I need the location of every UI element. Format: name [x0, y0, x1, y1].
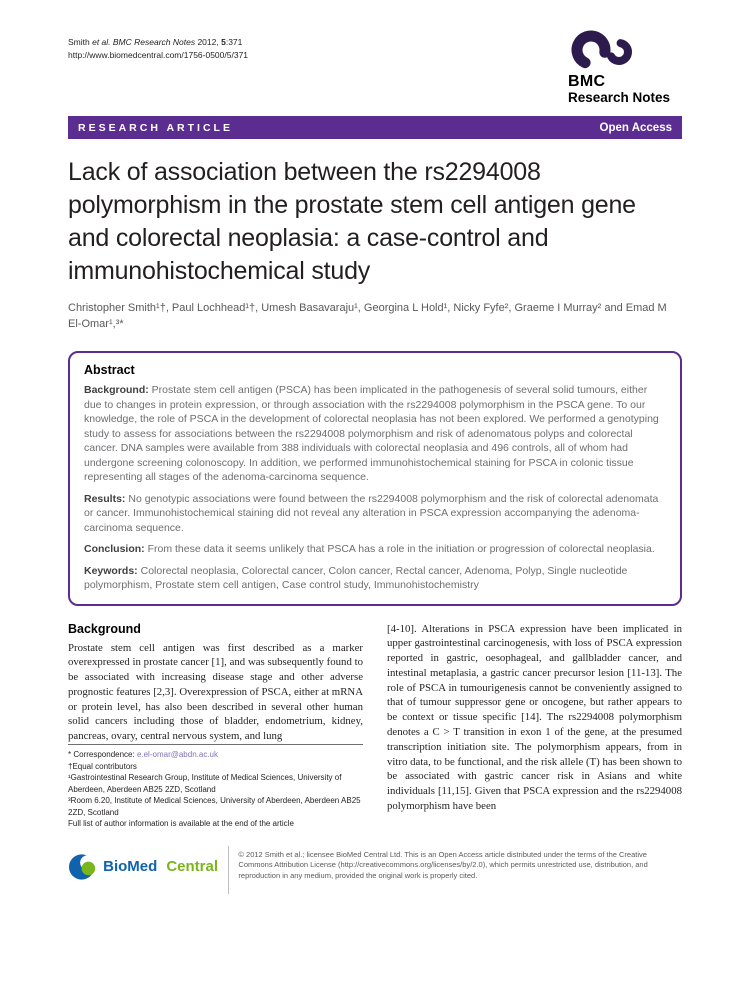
abstract-keywords-label: Keywords:: [84, 564, 138, 577]
correspondence-line: [68, 749, 363, 761]
abstract-conclusion-label: Conclusion:: [84, 543, 145, 555]
citation-journal: BMC Research Notes: [112, 37, 196, 47]
journal-logo: [568, 28, 682, 105]
publisher-footer: [68, 846, 682, 894]
central-wordmark: Central: [166, 858, 218, 876]
abstract-background-label: Background:: [84, 384, 149, 396]
biomed-central-logo: [68, 846, 218, 882]
affiliation-3: ³Room 6.20, Institute of Medical Sciences, University of Aberdeen, Aberdeen AB25 2ZD, Scotland: [68, 796, 361, 817]
abstract-keywords: [84, 564, 666, 593]
body-text-right: [4-10]. Alterations in PSCA expression have been implicated in upper gastrointestinal carcinogenesis, with loss of PSCA expression reported in gastric, oesophageal, and gallbladder cancer, and intestinal metaplasia, a gastric cancer precursor lesion [11-13]. The role of PSCA in tumourigenesis cannot be conveniently assigned to that of tumour suppressor gene or oncogene, but rather appears to be context or tissue specific [14]. The rs2294008 polymorphism denotes a C > T transition in exon 1 of the gene, at the presumed transcription initiation site. The polymorphism appears, from in vitro data, to be functional, and the risk allele (T) has been shown to be associated with gastric cancer risk in Asians and white individuals [11,15]. Given that PSCA expression and the rs2294008 polymorphism have been: [387, 622, 682, 813]
page-header: [68, 28, 682, 108]
affiliation-1: ¹Gastrointestinal Research Group, Institute of Medical Sciences, University of Aberdeen, Aberdeen AB25 2ZD, Scotland: [68, 773, 342, 794]
abstract-results: [84, 492, 666, 536]
correspondence-email-link[interactable]: e.el-omar@abdn.ac.uk: [136, 750, 218, 760]
copyright-notice: © 2012 Smith et al.; licensee BioMed Central Ltd. This is an Open Access article distributed under the terms of the Creative Commons Attribution License (http://creativecommons.org/licenses/by/2.0), which permits unrestricted use, distribution, and reproduction in any medium, provided the original work is properly cited.: [238, 849, 648, 880]
bmc-crescents-icon: [570, 28, 636, 72]
article-title: Lack of association between the rs2294008 polymorphism in the prostate stem cell antigen gene and colorectal neoplasia: a case-control and immunohistochemical study: [68, 158, 636, 285]
left-column: [68, 622, 363, 830]
abstract-keywords-text: Colorectal neoplasia, Colorectal cancer, Colon cancer, Rectal cancer, Adenoma, Polyp, Single nucleotide polymorphism, Prostate stem cell antigen, Case control study, Immunohistochemistry: [84, 564, 628, 591]
author-list: Christopher Smith¹†, Paul Lochhead¹†, Umesh Basavaraju¹, Georgina L Hold¹, Nicky Fyfe², Graeme I Murray² and Emad M El-Omar¹,³*: [68, 302, 667, 330]
abstract-conclusion: [84, 542, 666, 557]
abstract-results-text: No genotypic associations were found between the rs2294008 polymorphism and the risk of colorectal adenomata or cancer. Immunohistochemical staining did not reveal any alteration in PSCA expression accompanying the adenoma-carcinoma sequence.: [84, 492, 659, 534]
citation-volume: 5: [221, 37, 226, 47]
citation-etal: et al.: [92, 37, 113, 47]
abstract-conclusion-text: From these data it seems unlikely that PSCA has a role in the initiation or progression of colorectal neoplasia.: [144, 543, 655, 555]
section-heading-background: Background: [68, 621, 141, 636]
body-text-left: Prostate stem cell antigen was first described as a marker overexpressed in prostate cancer [1], and was subsequently found to be associated with increasing disease stage and other adverse prognostic features [2,3]. Overexpression of PSCA, either at mRNA or protein level, has also been described in several other human solid cancers including those of bladder, endometrium, kidney, pancreas, ovary, central nervous system, and lung: [68, 641, 363, 743]
correspondence-label: * Correspondence:: [68, 750, 137, 760]
citation-line: [68, 36, 248, 49]
footnote-block: [68, 744, 363, 830]
abstract-results-label: Results:: [84, 492, 126, 505]
citation-authors: Smith: [68, 37, 93, 47]
equal-contributors-note: †Equal contributors: [68, 761, 137, 771]
article-url: http://www.biomedcentral.com/1756-0500/5/371: [68, 50, 249, 60]
full-author-list-note: Full list of author information is available at the end of the article: [68, 819, 294, 829]
biomed-central-roundel-icon: [68, 852, 97, 882]
journal-logo-bmc: BMC: [568, 73, 606, 90]
article-type-banner: [68, 116, 682, 139]
right-column: [387, 622, 682, 830]
research-article-label: RESEARCH ARTICLE: [78, 121, 233, 134]
open-access-label: Open Access: [599, 121, 672, 134]
abstract-background: [84, 383, 666, 485]
abstract-box: [68, 351, 682, 606]
abstract-background-text: Prostate stem cell antigen (PSCA) has been implicated in the pathogenesis of several solid tumours, either due to changes in protein expression, or through association with the rs2294008 polymorphism in the PSCA gene. To our knowledge, the role of PSCA in the development of colorectal neoplasia has not been explored. We performed a genotyping study to assess for associations between the rs2294008 polymorphism and risk of adenomatous polyps and colorectal cancer. DNA samples were available from 388 individuals with colorectal neoplasia and 496 controls, all of whom had undergone screening colonoscopy. In addition, we performed immunohistochemical staining for PSCA in colonic tissue representing all stages of the adenoma-carcinoma sequence.: [84, 384, 659, 483]
journal-logo-name: Research Notes: [568, 90, 671, 105]
biomed-wordmark: BioMed: [103, 858, 158, 876]
body-columns: [68, 622, 682, 830]
abstract-heading: Abstract: [84, 363, 135, 377]
citation-year: 2012,: [195, 37, 222, 47]
citation-pages: :371: [225, 37, 243, 47]
citation-block: [68, 28, 248, 62]
